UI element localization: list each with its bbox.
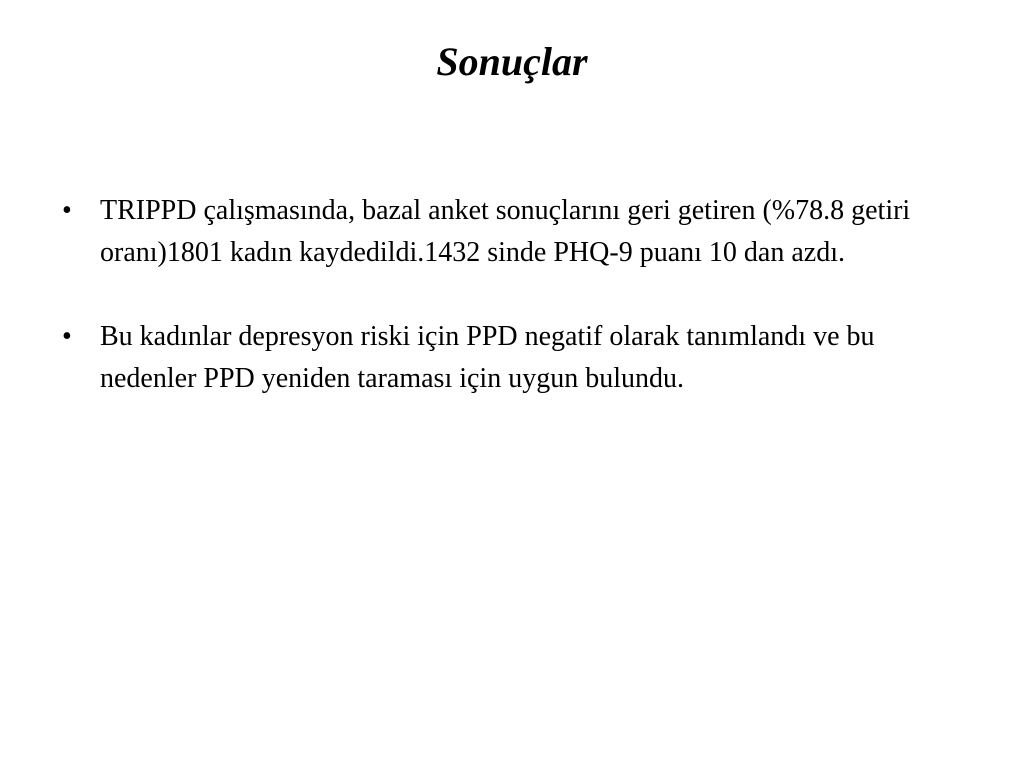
bullet-item (62, 316, 962, 400)
bullet-text: Bu kadınlar depresyon riski için PPD negatif olarak tanımlandı ve bu nedenler PPD yeniden taraması için uygun bulundu. (100, 321, 875, 394)
bullet-icon: • (62, 195, 72, 226)
bullet-text: TRIPPD çalışmasında, bazal anket sonuçlarını geri getiren (%78.8 getiri oranı)1801 kadın kaydedildi.1432 sinde PHQ-9 puanı 10 dan azdı. (100, 195, 911, 268)
bullet-item (62, 190, 962, 274)
bullet-list (62, 190, 962, 442)
bullet-icon: • (62, 321, 72, 352)
slide-title: Sonuçlar (436, 39, 588, 84)
